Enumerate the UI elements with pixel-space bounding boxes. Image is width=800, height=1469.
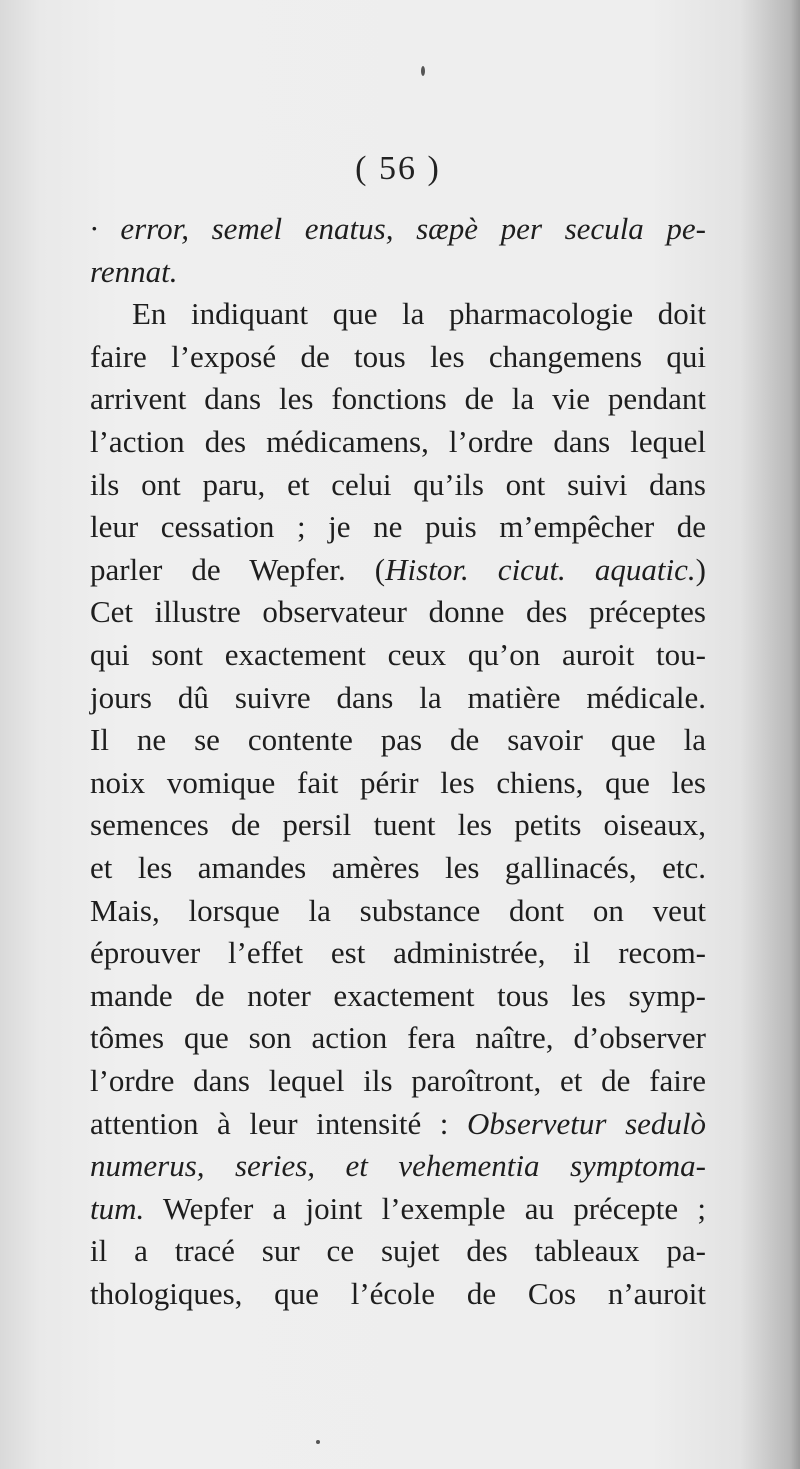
ink-speck: [316, 1440, 320, 1444]
text-segment: En indiquant que la pharmacologie doit: [132, 296, 706, 332]
text-segment: arrivent dans les fonctions de la vie pendant: [90, 381, 706, 417]
text-segment: thologiques, que l’école de Cos n’auroit: [90, 1276, 706, 1311]
text-segment: tum.: [90, 1190, 145, 1226]
text-line: [90, 336, 706, 378]
text-segment: Observetur sedulò: [467, 1105, 707, 1141]
text-line: [90, 549, 706, 591]
text-segment: Histor. cicut. aquatic.: [385, 551, 696, 587]
text-segment: · error, semel enatus, sæpè per secula pe-: [90, 211, 706, 246]
text-line: [90, 975, 706, 1017]
text-segment: leur cessation ; je ne puis m’empêcher de: [90, 509, 706, 545]
text-segment: faire l’exposé de tous les changemens qui: [90, 338, 706, 374]
text-segment: l’ordre dans lequel ils paroîtront, et de faire: [90, 1063, 706, 1098]
text-segment: tômes que son action fera naître, d’observer: [90, 1020, 706, 1056]
text-segment: l’action des médicamens, l’ordre dans lequel: [90, 424, 706, 459]
text-segment: numerus, series, et vehementia symptoma-: [90, 1148, 706, 1184]
text-segment: semences de persil tuent les petits oiseaux,: [90, 807, 706, 843]
text-line: [90, 208, 706, 250]
text-segment: Wepfer a joint l’exemple au précepte ;: [144, 1190, 706, 1226]
text-line: [90, 847, 706, 889]
text-segment: ): [695, 551, 706, 587]
text-line: [90, 293, 706, 335]
text-segment: Il ne se contente pas de savoir que la: [90, 722, 706, 758]
text-segment: qui sont exactement ceux qu’on auroit tou-: [90, 637, 706, 672]
text-line: [90, 1145, 706, 1187]
text-line: [90, 804, 706, 846]
text-line: [90, 1017, 706, 1059]
page-number: ( 56 ): [355, 150, 441, 187]
text-line: [90, 1273, 706, 1315]
text-line: [90, 932, 706, 974]
text-line: [90, 719, 706, 761]
text-line: [90, 421, 706, 463]
text-line: [90, 378, 706, 420]
text-line: [90, 251, 706, 293]
text-segment: ils ont paru, et celui qu’ils ont suivi dans: [90, 466, 706, 502]
text-segment: et les amandes amères les gallinacés, etc.: [90, 850, 706, 885]
text-line: [90, 762, 706, 804]
text-line: [90, 506, 706, 548]
text-segment: jours dû suivre dans la matière médicale.: [90, 679, 706, 715]
text-segment: Mais, lorsque la substance dont on veut: [90, 892, 706, 928]
text-segment: noix vomique fait périr les chiens, que les: [90, 764, 706, 800]
text-segment: parler de Wepfer. (: [90, 551, 386, 587]
text-line: [90, 1188, 706, 1230]
text-segment: attention à leur intensité :: [90, 1105, 468, 1141]
text-line: [90, 1230, 706, 1272]
text-line: [90, 1103, 706, 1145]
text-line: [90, 890, 706, 932]
text-segment: il a tracé sur ce sujet des tableaux pa-: [90, 1233, 706, 1269]
text-line: [90, 677, 706, 719]
text-line: [90, 634, 706, 676]
text-segment: rennat.: [90, 253, 178, 289]
text-segment: éprouver l’effet est administrée, il recom-: [90, 935, 706, 971]
text-segment: Cet illustre observateur donne des préceptes: [90, 594, 706, 630]
text-line: [90, 1060, 706, 1102]
text-segment: mande de noter exactement tous les symp-: [90, 977, 706, 1013]
text-line: [90, 464, 706, 506]
text-line: [90, 591, 706, 633]
ink-speck: [421, 66, 425, 76]
